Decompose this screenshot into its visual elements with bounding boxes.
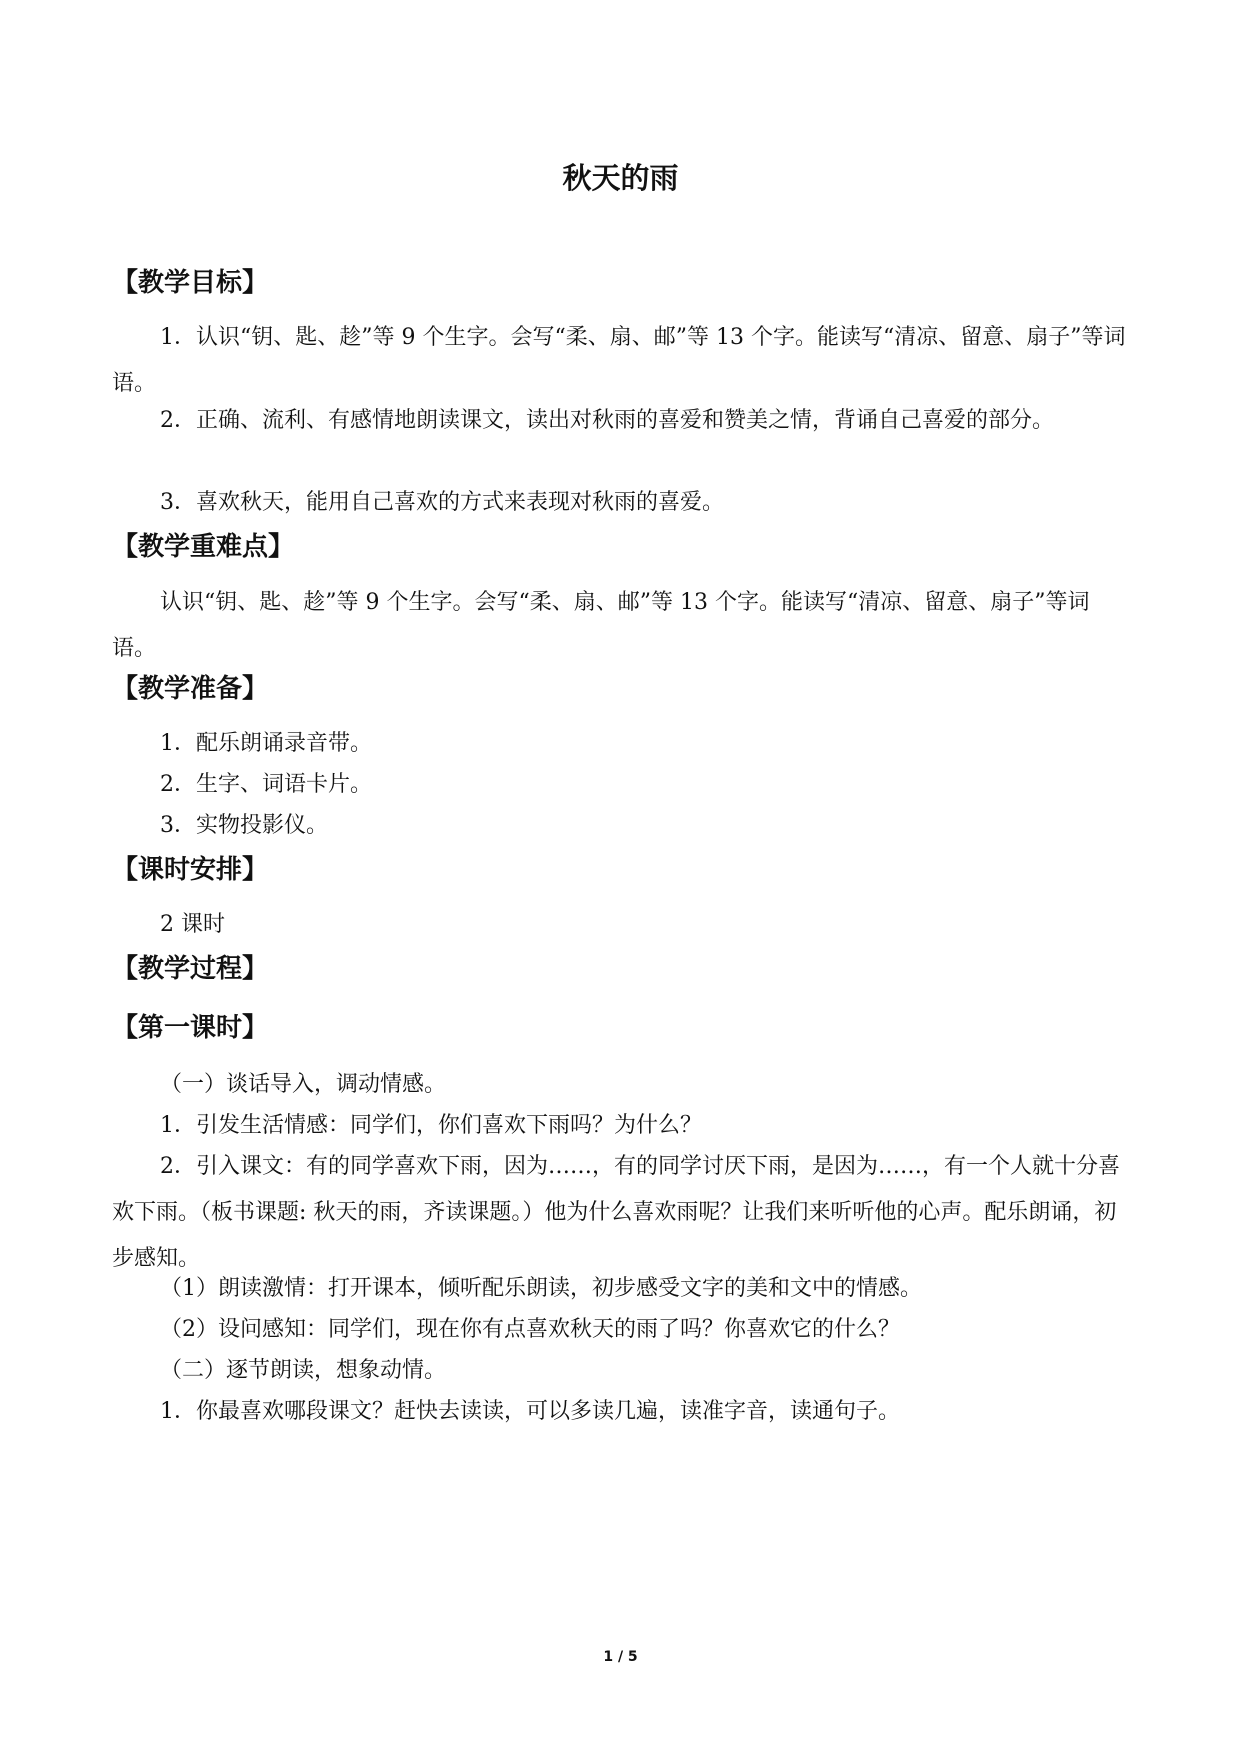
- lesson1-paragraph-5: （2）设问感知：同学们，现在你有点喜欢秋天的雨了吗？你喜欢它的什么？: [160, 1317, 900, 1342]
- preparation-item-1: 1．配乐朗诵录音带。: [160, 731, 372, 756]
- heading-process: 【教学过程】: [112, 954, 269, 984]
- schedule-text: 2 课时: [160, 912, 225, 937]
- objective-item-2: 2．正确、流利、有感情地朗读课文，读出对秋雨的喜爱和赞美之情，背诵自己喜爱的部分。: [160, 408, 1055, 433]
- heading-schedule: 【课时安排】: [112, 855, 269, 885]
- heading-objectives: 【教学目标】: [112, 268, 269, 298]
- preparation-item-2: 2．生字、词语卡片。: [160, 772, 372, 797]
- heading-lesson-1: 【第一课时】: [112, 1013, 269, 1043]
- lesson1-paragraph-4: （1）朗读激情：打开课本，倾听配乐朗读，初步感受文字的美和文中的情感。: [160, 1276, 922, 1301]
- objective-item-3: 3．喜欢秋天，能用自己喜欢的方式来表现对秋雨的喜爱。: [160, 490, 724, 515]
- heading-preparation: 【教学准备】: [112, 674, 269, 704]
- lesson1-paragraph-2: 1．引发生活情感：同学们，你们喜欢下雨吗？为什么？: [160, 1113, 702, 1138]
- page-number: 1 / 5: [603, 1649, 638, 1665]
- heading-key-points: 【教学重难点】: [112, 532, 295, 562]
- lesson1-paragraph-7: 1．你最喜欢哪段课文？赶快去读读，可以多读几遍，读准字音，读通句子。: [160, 1399, 900, 1424]
- key-points-text: 认识“钥、匙、趁”等 9 个生字。会写“柔、扇、邮”等 13 个字。能读写“清凉、留意、扇子”等词语。: [112, 590, 1090, 661]
- objective-item-1: 1．认识“钥、匙、趁”等 9 个生字。会写“柔、扇、邮”等 13 个字。能读写“清凉、留意、扇子”等词语。: [112, 325, 1126, 396]
- lesson1-paragraph-3: 2．引入课文：有的同学喜欢下雨，因为……，有的同学讨厌下雨，是因为……，有一个人就十分喜欢下雨。（板书课题: 秋天的雨，齐读课题。）他为什么喜欢雨呢？让我们来听听他的心声。配乐朗诵，初步感知。: [112, 1154, 1120, 1271]
- lesson1-paragraph-6: （二）逐节朗读，想象动情。: [160, 1358, 447, 1383]
- preparation-item-3: 3．实物投影仪。: [160, 813, 328, 838]
- document-title: 秋天的雨: [562, 161, 679, 195]
- lesson1-paragraph-1: （一）谈话导入，调动情感。: [160, 1072, 447, 1097]
